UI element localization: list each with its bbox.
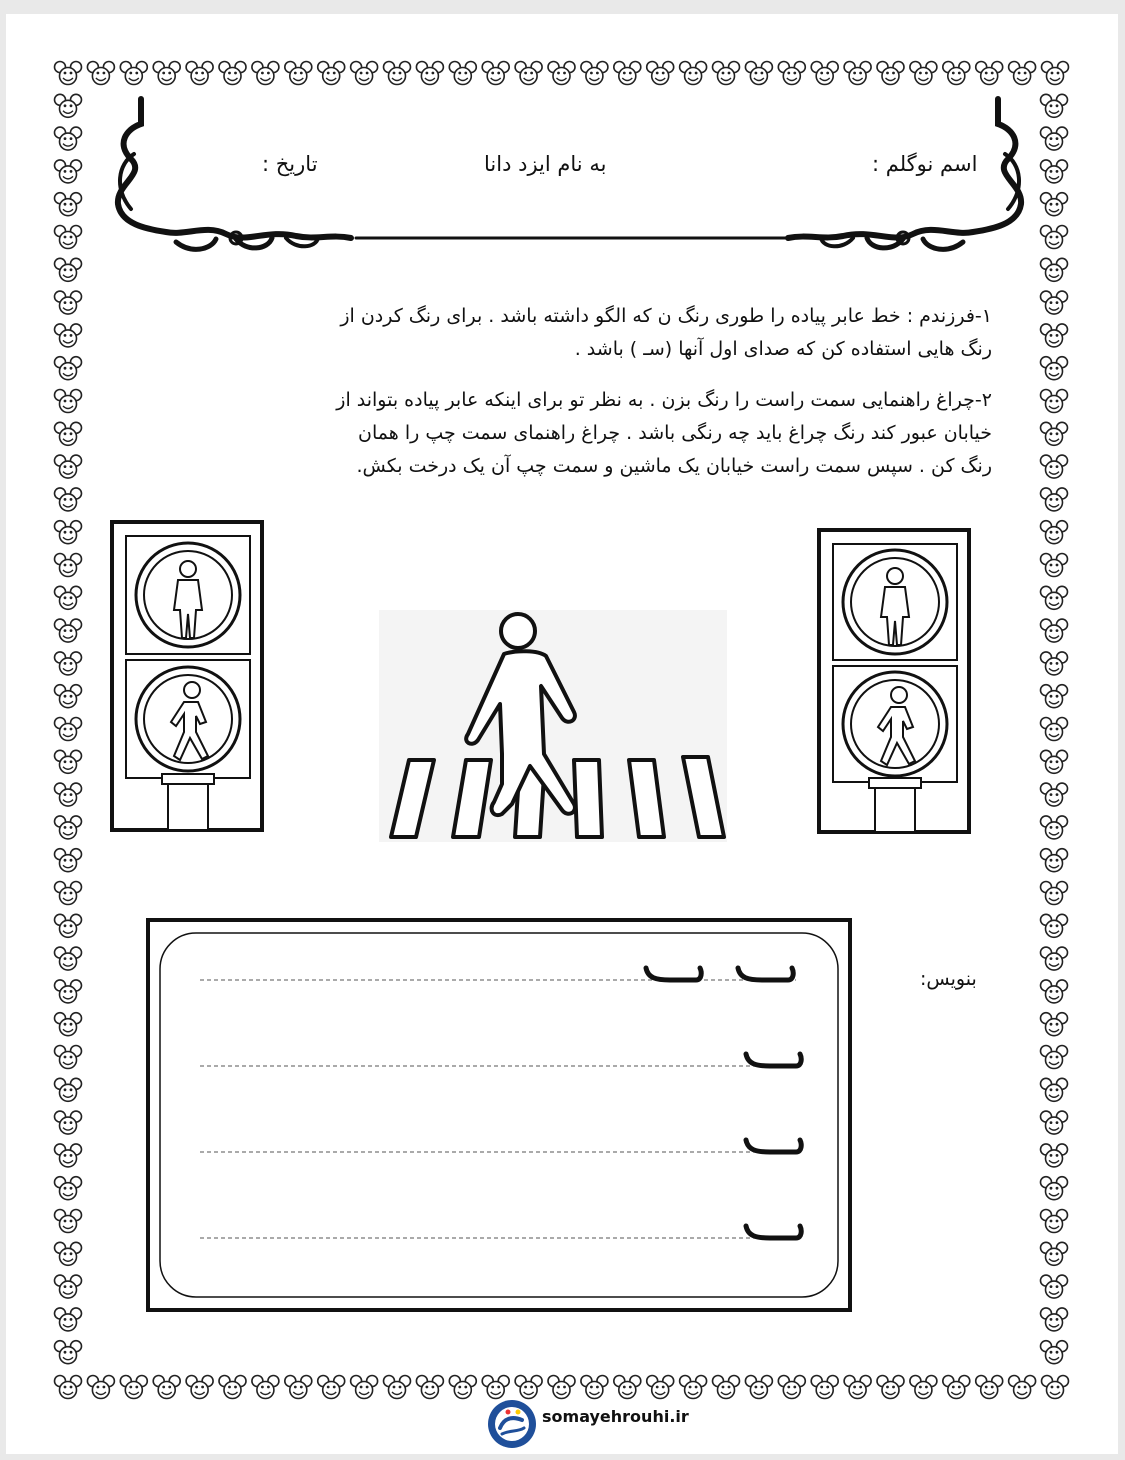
- instruction-2: [186, 384, 992, 483]
- instruction-1: [186, 300, 992, 366]
- artwork-layer: [6, 14, 1118, 1454]
- crosswalk-illustration: [379, 610, 727, 842]
- traffic-light-right: [819, 530, 969, 832]
- site-url: somayehrouhi.ir: [542, 1407, 689, 1426]
- site-logo-icon: [486, 1398, 538, 1450]
- date-label: تاریخ :: [262, 152, 318, 176]
- instruction-line: ۱-فرزندم : خط عابر پیاده را طوری رنگ ن که الگو داشته باشد . برای رنگ کردن از: [340, 305, 992, 327]
- student-name-label: اسم نوگلم :: [872, 152, 978, 176]
- writing-box: [148, 920, 850, 1310]
- traffic-light-left: [112, 522, 262, 830]
- instruction-line: خیابان عبور کند رنگ چراغ باید چه رنگی باشد . چراغ راهنمای سمت چپ را همان: [358, 422, 992, 444]
- instruction-line: رنگ هایی استفاده کن که صدای اول آنها (سـ ) باشد .: [574, 338, 992, 360]
- instruction-line: رنگ کن . سپس سمت راست خیابان یک ماشین و سمت چپ آن یک درخت بکش.: [356, 455, 992, 477]
- write-label: بنویس:: [920, 968, 977, 990]
- instruction-line: ۲-چراغ راهنمایی سمت راست را رنگ بزن . به نظر تو برای اینکه عابر پیاده بتواند از: [336, 389, 992, 411]
- worksheet-page: [6, 14, 1118, 1454]
- page-title: به نام ایزد دانا: [484, 152, 607, 176]
